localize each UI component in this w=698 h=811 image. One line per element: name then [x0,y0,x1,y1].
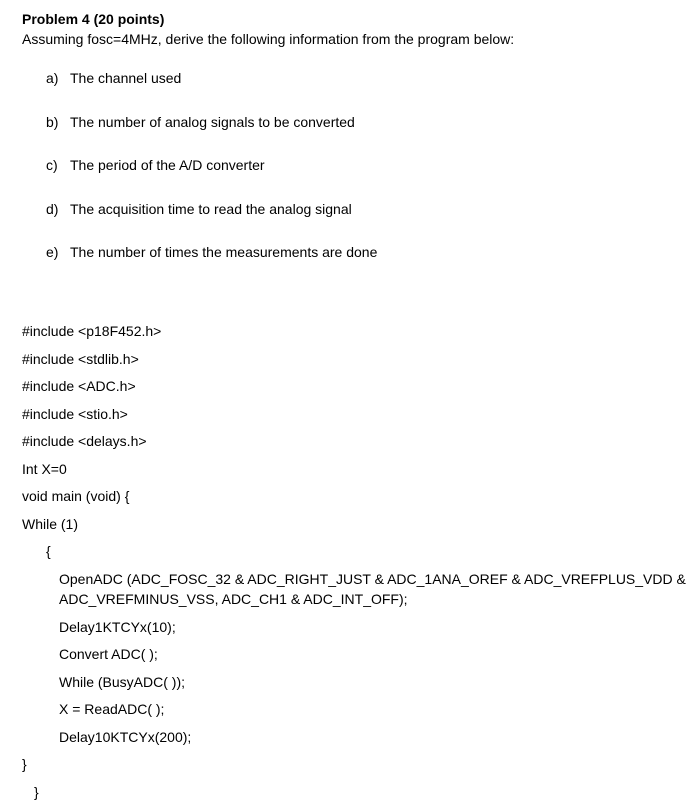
question-text: The number of times the measurements are done [70,244,378,260]
code-delay1: Delay1KTCYx(10); [59,619,176,635]
code-close-brace-outer: } [34,784,39,800]
question-label: b) [46,114,59,130]
problem-title: Problem 4 (20 points) [22,11,165,27]
code-var-decl: Int X=0 [22,461,67,477]
question-text: The period of the A/D converter [70,157,265,173]
code-read-adc: X = ReadADC( ); [59,701,165,717]
code-busy-wait: While (BusyADC( )); [59,674,186,690]
code-while-decl: While (1) [22,516,79,532]
code-convert: Convert ADC( ); [59,646,158,662]
question-label: d) [46,201,59,217]
problem-intro: Assuming fosc=4MHz, derive the following information from the program below: [22,31,515,47]
question-label: a) [46,70,59,86]
question-b [46,113,355,131]
code-open-adc-line2: ADC_VREFMINUS_VSS, ADC_CH1 & ADC_INT_OFF); [59,591,408,607]
code-include-p18f452: #include <p18F452.h> [22,323,162,339]
code-open-adc-line1: OpenADC (ADC_FOSC_32 & ADC_RIGHT_JUST & ADC_1ANA_OREF & ADC_VREFPLUS_VDD & [59,571,686,587]
code-include-stio: #include <stio.h> [22,406,128,422]
question-a [46,69,181,87]
code-close-brace-inner: } [22,756,27,772]
code-include-delays: #include <delays.h> [22,433,147,449]
code-main-decl: void main (void) { [22,488,130,504]
question-label: e) [46,244,59,260]
code-include-stdlib: #include <stdlib.h> [22,351,139,367]
question-text: The number of analog signals to be converted [70,114,355,130]
code-delay2: Delay10KTCYx(200); [59,729,192,745]
code-open-brace: { [46,543,51,559]
question-text: The channel used [70,70,182,86]
code-include-adc: #include <ADC.h> [22,378,136,394]
question-text: The acquisition time to read the analog signal [70,201,352,217]
question-label: c) [46,157,58,173]
question-c [46,156,265,174]
question-e [46,243,377,261]
question-d [46,200,352,218]
